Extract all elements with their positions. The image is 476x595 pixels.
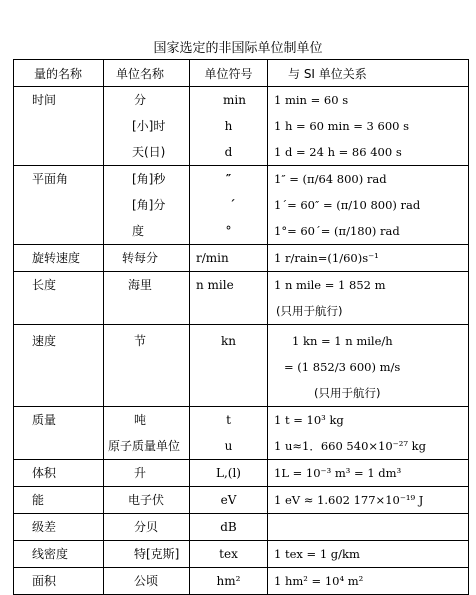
quantity-cell: 级差 xyxy=(14,514,104,541)
quantity-cell: 质量 xyxy=(14,407,104,460)
unit-symbol-cell: r/min xyxy=(190,245,268,272)
unit-symbol-cell: n mile xyxy=(190,272,268,325)
unit-name-cell: 特[克斯] xyxy=(104,541,190,568)
unit-name-cell: 公顷 xyxy=(104,568,190,595)
table-row xyxy=(14,568,469,595)
table-row xyxy=(14,514,469,541)
header-unit-name: 单位名称 xyxy=(104,60,190,87)
table-row xyxy=(14,166,469,245)
quantity-cell: 长度 xyxy=(14,272,104,325)
unit-name-cell: 节 xyxy=(104,325,190,407)
header-si-relation: 与 SI 单位关系 xyxy=(268,60,469,87)
si-relation-cell xyxy=(268,514,469,541)
si-relation-cell: 1 kn = 1 n mile/h = (1 852/3 600) m/s (只用于航行) xyxy=(268,325,469,407)
table-title: 国家选定的非国际单位制单位 xyxy=(153,41,323,56)
unit-symbol-cell: kn xyxy=(190,325,268,407)
unit-symbol-cell: eV xyxy=(190,487,268,514)
unit-name-cell: 分贝 xyxy=(104,514,190,541)
quantity-cell: 体积 xyxy=(14,460,104,487)
si-relation-cell: 1 tex = 1 g/km xyxy=(268,541,469,568)
si-relation-cell: 1 t = 10³ kg 1 u≈1．660 540×10⁻²⁷ kg xyxy=(268,407,469,460)
quantity-cell: 时间 xyxy=(14,87,104,166)
table-row xyxy=(14,541,469,568)
si-relation-cell: 1 n mile = 1 852 m (只用于航行) xyxy=(268,272,469,325)
units-table xyxy=(13,59,469,595)
header-unit-symbol: 单位符号 xyxy=(190,60,268,87)
table-row xyxy=(14,272,469,325)
unit-name-cell: 海里 xyxy=(104,272,190,325)
table-row xyxy=(14,460,469,487)
table-row xyxy=(14,487,469,514)
header-quantity: 量的名称 xyxy=(14,60,104,87)
quantity-cell: 平面角 xyxy=(14,166,104,245)
unit-name-cell: 转每分 xyxy=(104,245,190,272)
unit-symbol-cell: ″ ´ ° xyxy=(190,166,268,245)
unit-symbol-cell: min h d xyxy=(190,87,268,166)
si-relation-cell: 1 hm² = 10⁴ m² xyxy=(268,568,469,595)
unit-symbol-cell: hm² xyxy=(190,568,268,595)
si-relation-cell: 1″ = (π/64 800) rad 1´= 60″ = (π/10 800) rad 1°= 60´= (π/180) rad xyxy=(268,166,469,245)
unit-name-cell: 升 xyxy=(104,460,190,487)
unit-name-cell: 电子伏 xyxy=(104,487,190,514)
quantity-cell: 速度 xyxy=(14,325,104,407)
unit-symbol-cell: t u xyxy=(190,407,268,460)
table-row xyxy=(14,245,469,272)
unit-symbol-cell: dB xyxy=(190,514,268,541)
table-row xyxy=(14,87,469,166)
unit-symbol-cell: tex xyxy=(190,541,268,568)
quantity-cell: 面积 xyxy=(14,568,104,595)
unit-name-cell: 分 [小]时 天(日) xyxy=(104,87,190,166)
quantity-cell: 能 xyxy=(14,487,104,514)
quantity-cell: 线密度 xyxy=(14,541,104,568)
si-relation-cell: 1 r/rain=(1/60)s⁻¹ xyxy=(268,245,469,272)
quantity-cell: 旋转速度 xyxy=(14,245,104,272)
si-relation-cell: 1 eV ≈ 1.602 177×10⁻¹⁹ J xyxy=(268,487,469,514)
unit-name-cell: [角]秒 [角]分 度 xyxy=(104,166,190,245)
header-row xyxy=(14,60,469,87)
table-row xyxy=(14,325,469,407)
unit-symbol-cell: L,(l) xyxy=(190,460,268,487)
table-row xyxy=(14,407,469,460)
si-relation-cell: 1 min = 60 s 1 h = 60 min = 3 600 s 1 d = 24 h = 86 400 s xyxy=(268,87,469,166)
unit-name-cell: 吨 原子质量单位 xyxy=(104,407,190,460)
si-relation-cell: 1L = 10⁻³ m³ = 1 dm³ xyxy=(268,460,469,487)
